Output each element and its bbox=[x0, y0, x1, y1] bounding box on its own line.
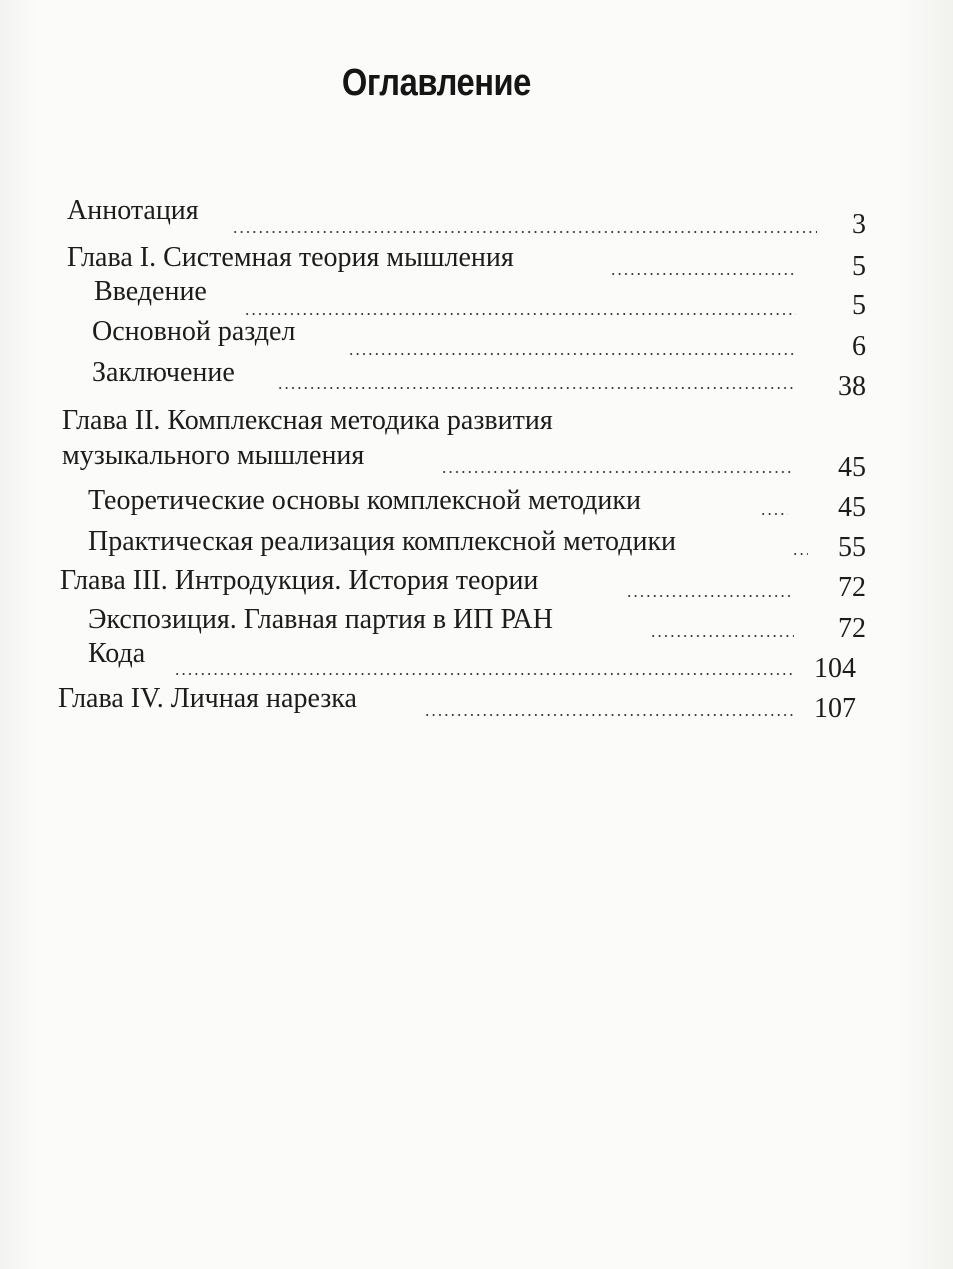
toc-entry-page: 45 bbox=[838, 452, 866, 483]
toc-entry-page: 5 bbox=[852, 251, 866, 282]
toc-entry-label: Заключение bbox=[92, 357, 235, 388]
dot-leader bbox=[232, 230, 817, 234]
toc-entry-page: 3 bbox=[852, 209, 866, 240]
toc-entry-page: 45 bbox=[838, 492, 866, 523]
toc-entry-page: 72 bbox=[838, 572, 866, 603]
toc-entry-label: Практическая реализация комплексной методики bbox=[88, 526, 677, 557]
toc-entry-label: Кода bbox=[88, 638, 146, 669]
dot-leader bbox=[760, 512, 788, 516]
toc-entry-label: музыкального мышления bbox=[62, 440, 365, 471]
dot-leader bbox=[424, 713, 794, 717]
toc-entry-page: 6 bbox=[852, 331, 866, 362]
toc-entry-label: Экспозиция. Главная партия в ИП РАН bbox=[88, 604, 553, 635]
toc-entry-label: Теоретические основы комплексной методики bbox=[88, 485, 641, 516]
dot-leader bbox=[626, 594, 794, 598]
dot-leader bbox=[610, 272, 794, 276]
dot-leader bbox=[244, 312, 796, 316]
toc-entry-label: Введение bbox=[94, 276, 207, 307]
dot-leader bbox=[277, 386, 795, 390]
toc-entry-label: Глава I. Системная теория мышления bbox=[67, 242, 514, 273]
toc-entry-label: Аннотация bbox=[67, 195, 199, 226]
toc-entry-page: 55 bbox=[838, 532, 866, 563]
toc-entry-label: Основной раздел bbox=[92, 316, 296, 347]
dot-leader bbox=[650, 634, 794, 638]
toc-entry-label: Глава III. Интродукция. История теории bbox=[60, 565, 539, 596]
dot-leader bbox=[348, 352, 795, 356]
toc-entry-page: 107 bbox=[814, 693, 856, 724]
toc-entry-page: 72 bbox=[838, 613, 866, 644]
toc-title: Оглавление bbox=[341, 62, 531, 104]
toc-entry-page: 38 bbox=[838, 371, 866, 402]
toc-entry-label: Глава IV. Личная нарезка bbox=[58, 683, 357, 714]
dot-leader bbox=[441, 470, 794, 474]
dot-leader bbox=[174, 672, 794, 676]
toc-entry-label-line1: Глава II. Комплексная методика развития bbox=[62, 405, 553, 436]
toc-entry-page: 5 bbox=[852, 290, 866, 321]
toc-entry-page: 104 bbox=[814, 653, 856, 684]
